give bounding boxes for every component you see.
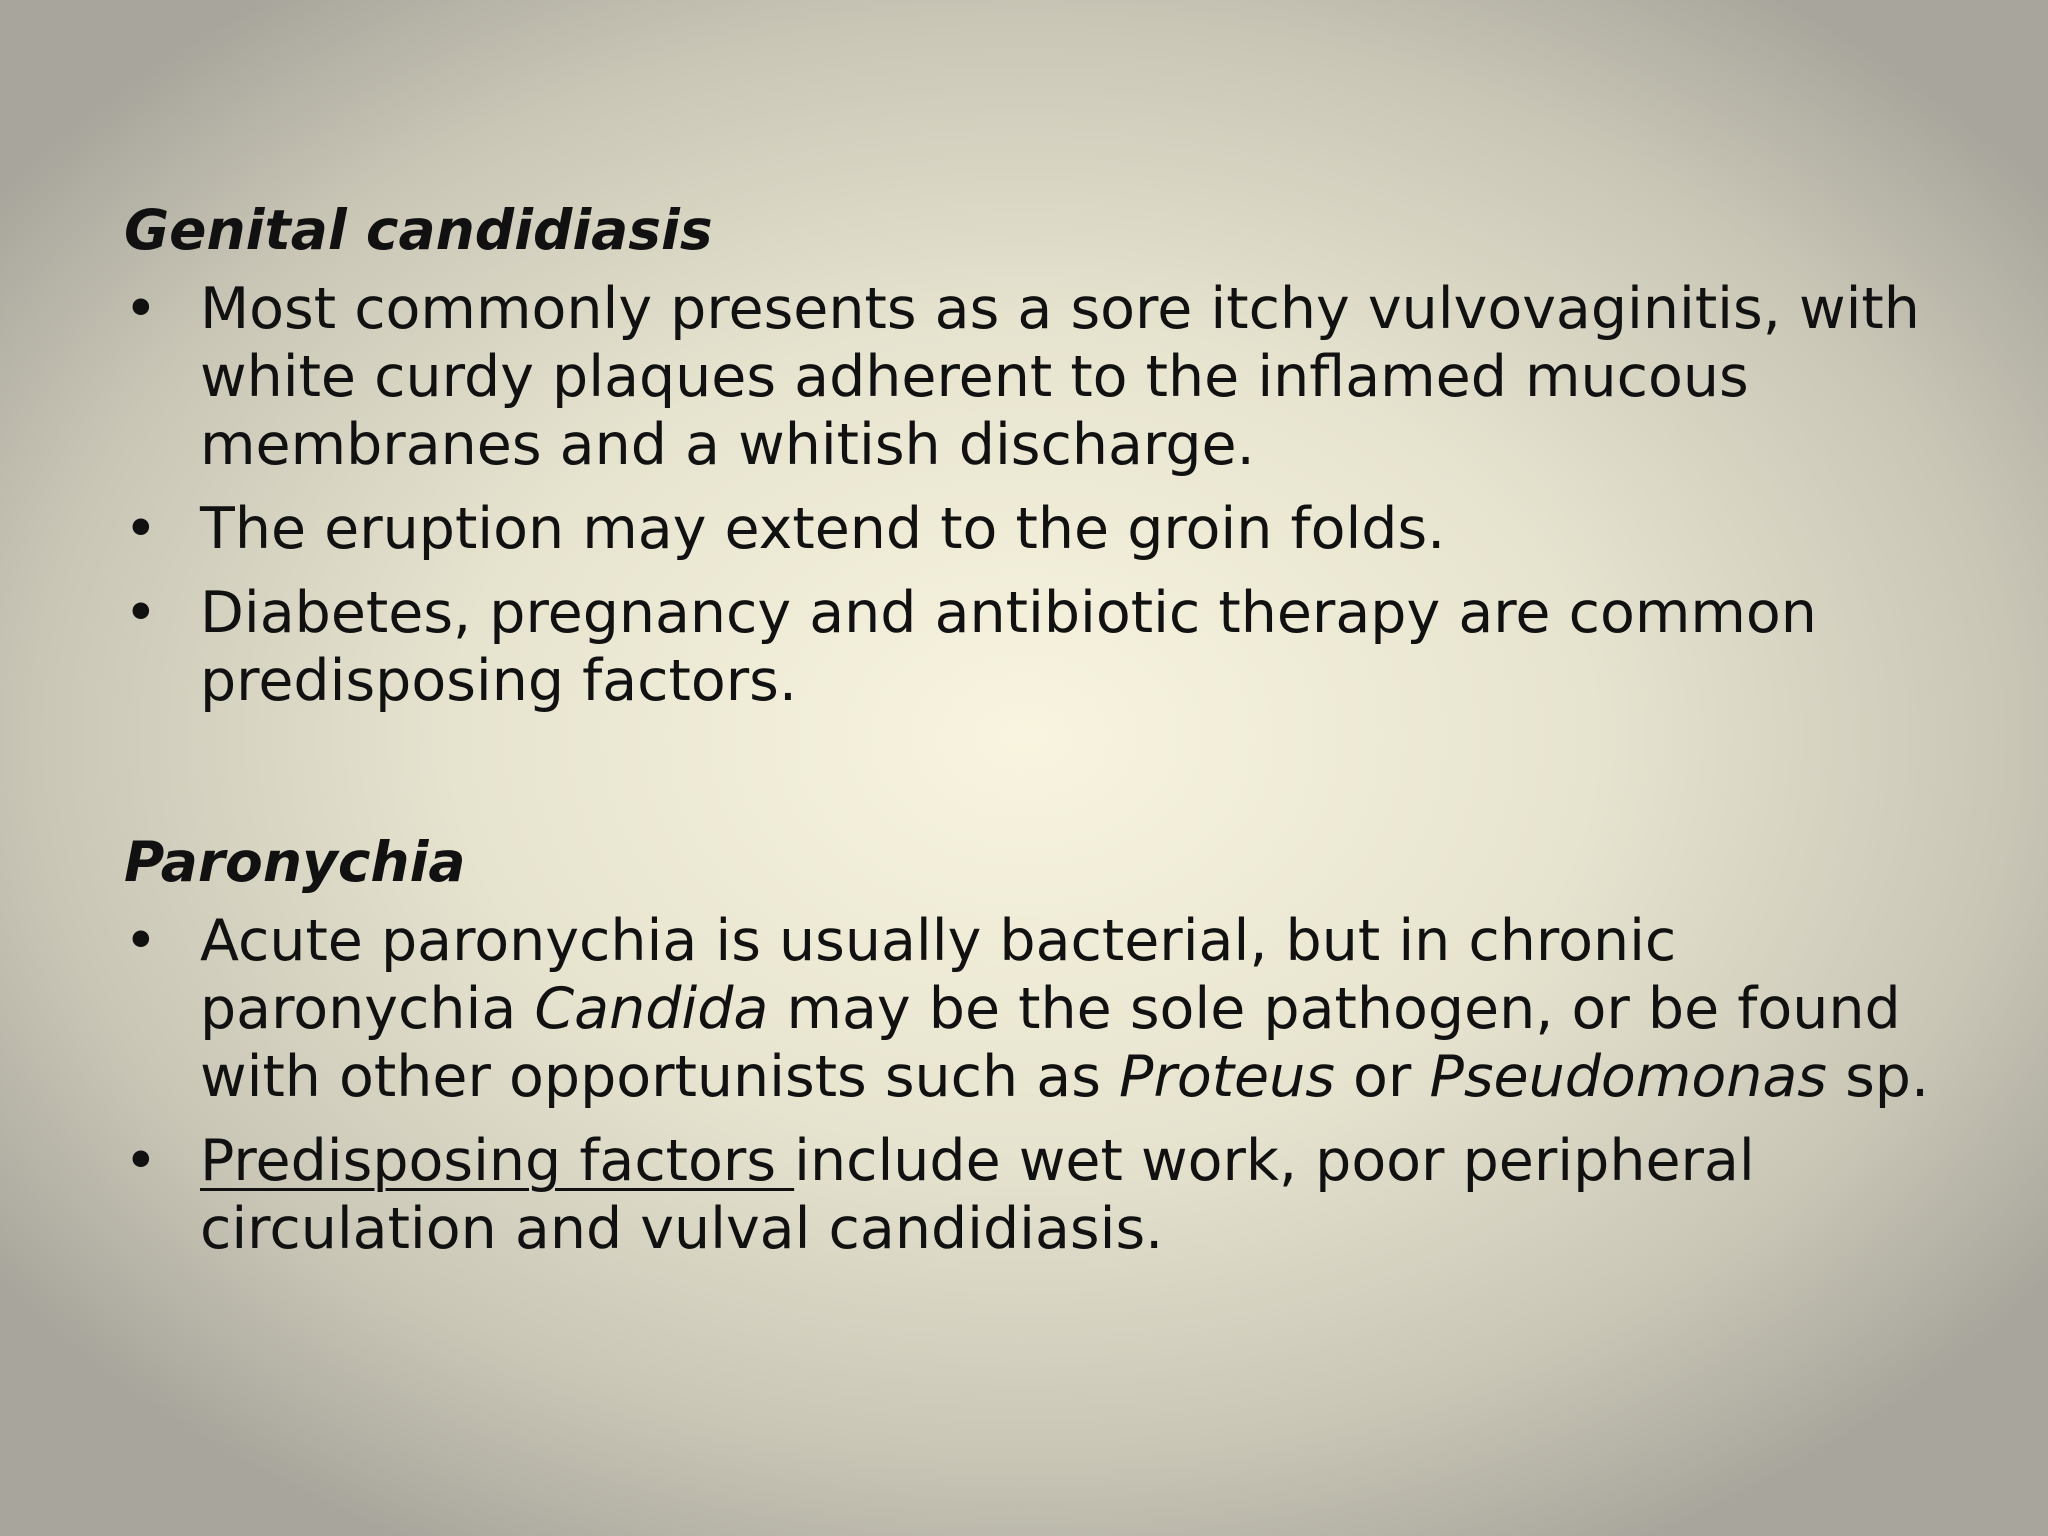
bullet-text-part: may be the sole pathogen, or be found with other opportunists such as [200,976,1901,1110]
bullet-list-genital-candidiasis [124,275,1984,715]
bullet-icon: • [124,580,158,646]
bullet-list-paronychia [124,907,1984,1263]
italic-term-candida: Candida [534,976,769,1042]
bullet-text-part: Acute paronychia is usually bacterial, but in chronic paronychia [200,908,1677,1042]
bullet-text: Most commonly presents as a sore itchy vulvovaginitis, with white curdy plaques adherent to the inflamed mucous membranes and a whitish discharge. [200,276,1920,478]
bullet-icon: • [124,276,158,342]
underlined-phrase: Predisposing factors [200,1128,795,1194]
bullet-text-part: or [1334,1044,1430,1110]
bullet-text: The eruption may extend to the groin folds. [200,496,1446,562]
bullet-text-part: sp. [1826,1044,1930,1110]
bullet-icon: • [124,1128,158,1194]
section-title-genital-candidiasis: Genital candidiasis [124,198,713,262]
bullet-text-part: include wet work, poor peripheral circulation and vulval candidiasis. [200,1128,1755,1262]
section-spacer [124,731,1984,827]
italic-term-proteus: Proteus [1119,1044,1335,1110]
section-title-paronychia: Paronychia [124,830,466,894]
bullet-item [124,579,1984,715]
slide-content [124,195,1984,1279]
bullet-text: Diabetes, pregnancy and antibiotic therapy are common predisposing factors. [200,580,1817,714]
bullet-item [124,495,1984,563]
bullet-text [200,1128,1755,1262]
bullet-text [200,908,1929,1110]
bullet-item [124,1127,1984,1263]
italic-term-pseudomonas: Pseudomonas [1429,1044,1827,1110]
bullet-icon: • [124,496,158,562]
bullet-item [124,907,1984,1111]
bullet-item [124,275,1984,479]
bullet-icon: • [124,908,158,974]
